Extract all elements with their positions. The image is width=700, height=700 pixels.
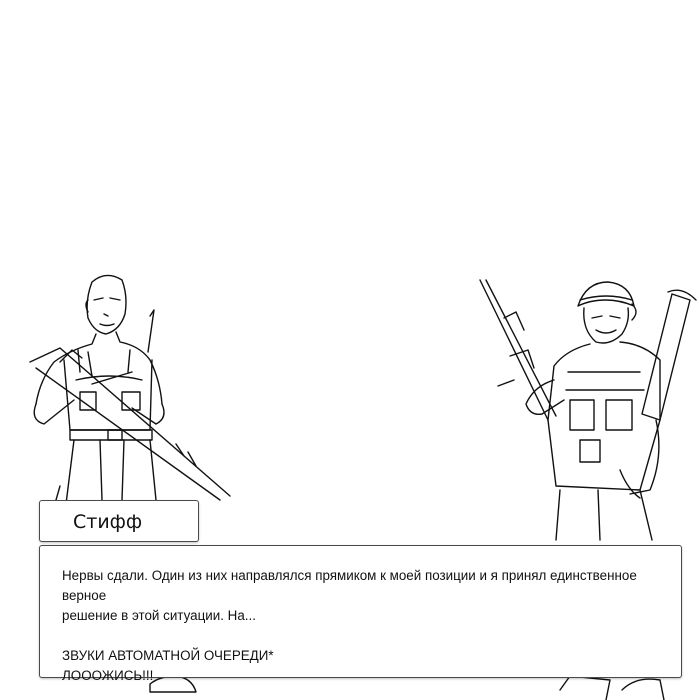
dialogue-line: решение в этой ситуации. На... [62, 608, 256, 623]
dialogue-box[interactable] [39, 545, 682, 683]
speaker-name: Стифф [73, 511, 143, 533]
dialogue-spacer [62, 626, 661, 646]
dialogue-line: ЛОООЖИСЬ!!! [62, 668, 154, 683]
dialogue-line: ЗВУКИ АВТОМАТНОЙ ОЧЕРЕДИ* [62, 648, 274, 663]
dialogue-line: Нервы сдали. Один из них направлялся прямиком к моей позиции и я принял единственное верное [62, 568, 637, 603]
speaker-nameplate [39, 500, 199, 542]
